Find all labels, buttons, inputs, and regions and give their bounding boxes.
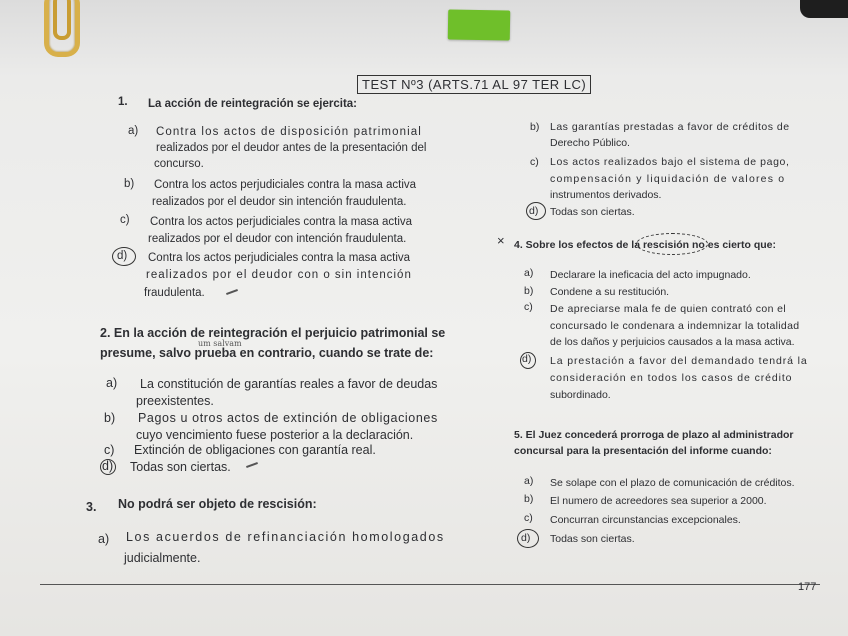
q5-c-letter: c) bbox=[524, 512, 533, 524]
q3-d-letter: d) bbox=[529, 205, 539, 217]
q2-c-line1: Extinción de obligaciones con garantía real. bbox=[134, 443, 376, 457]
q3-c-line1: Los actos realizados bajo el sistema de pago, bbox=[550, 156, 790, 168]
q2-d-letter: d) bbox=[102, 459, 114, 473]
q4-d-line3: subordinado. bbox=[550, 389, 611, 401]
q1-b-line1: Contra los actos perjudiciales contra la masa activa bbox=[154, 179, 417, 191]
q2-b-line1: Pagos u otros actos de extinción de obligaciones bbox=[138, 411, 438, 425]
q1-c-line1: Contra los actos perjudiciales contra la masa activa bbox=[150, 216, 413, 228]
handwritten-note: um salvam bbox=[198, 339, 242, 348]
q3-a-letter: a) bbox=[98, 532, 110, 546]
q3-number: 3. bbox=[86, 500, 97, 514]
q3-c-line3: instrumentos derivados. bbox=[550, 189, 662, 201]
q4-d-line1: La prestación a favor del demandado tendrá la bbox=[550, 355, 808, 367]
q3-c-line2: compensación y liquidación de valores o bbox=[550, 173, 786, 185]
q5-prompt-line1: 5. El Juez concederá prorroga de plazo al administrador bbox=[514, 429, 794, 441]
pencil-mark bbox=[246, 462, 258, 468]
q4-a-letter: a) bbox=[524, 267, 534, 279]
q3-b-line1: Las garantías prestadas a favor de créditos de bbox=[550, 121, 790, 133]
test-title: TEST Nº3 (ARTS.71 AL 97 TER LC) bbox=[357, 75, 591, 94]
q4-b-letter: b) bbox=[524, 285, 534, 297]
q3-d-line1: Todas son ciertas. bbox=[550, 206, 635, 218]
q2-a-line2: preexistentes. bbox=[136, 394, 214, 408]
q1-d-line3: fraudulenta. bbox=[144, 287, 205, 299]
q1-c-line2: realizados por el deudor con intención fraudulenta. bbox=[148, 233, 407, 245]
paperclip-inner-icon bbox=[53, 0, 71, 40]
q1-d-line1: Contra los actos perjudiciales contra la masa activa bbox=[148, 252, 411, 264]
q5-b-letter: b) bbox=[524, 493, 534, 505]
q3-a-line2: judicialmente. bbox=[124, 551, 201, 565]
q3-c-letter: c) bbox=[530, 156, 539, 168]
q3-b-line2: Derecho Público. bbox=[550, 137, 630, 149]
q4-prompt: 4. Sobre los efectos de la rescisión no es cierto que: bbox=[514, 239, 777, 251]
q2-c-letter: c) bbox=[104, 443, 115, 457]
q5-c-line1: Concurran circunstancias excepcionales. bbox=[550, 514, 741, 526]
q2-b-line2: cuyo vencimiento fuese posterior a la declaración. bbox=[136, 428, 414, 442]
q5-prompt-line2: concursal para la presentación del informe cuando: bbox=[514, 445, 772, 457]
q3-b-letter: b) bbox=[530, 121, 540, 133]
q2-a-letter: a) bbox=[106, 376, 118, 390]
q3-prompt: No podrá ser objeto de rescisión: bbox=[118, 497, 317, 511]
q1-a-line3: concurso. bbox=[154, 158, 204, 170]
q1-a-line2: realizados por el deudor antes de la presentación del bbox=[156, 142, 427, 154]
q4-c-line3: de los daños y perjuicios causados a la masa activa. bbox=[550, 336, 795, 348]
q4-c-line2: concursado le condenara a indemnizar la totalidad bbox=[550, 320, 800, 332]
bottom-rule bbox=[40, 584, 820, 585]
q2-prompt-line2: presume, salvo prueba en contrario, cuando se trate de: bbox=[100, 346, 434, 360]
q2-a-line1: La constitución de garantías reales a favor de deudas bbox=[140, 377, 438, 391]
q5-a-letter: a) bbox=[524, 475, 534, 487]
q1-d-letter: d) bbox=[117, 250, 128, 262]
q4-d-line2: consideración en todos los casos de crédito bbox=[550, 372, 793, 384]
q2-prompt-line1: 2. En la acción de reintegración el perjuicio patrimonial se bbox=[100, 326, 446, 340]
q3-a-line1: Los acuerdos de refinanciación homologados bbox=[126, 530, 445, 544]
q4-c-line1: De apreciarse mala fe de quien contrató con el bbox=[550, 303, 787, 315]
q2-d-line1: Todas son ciertas. bbox=[130, 460, 231, 474]
q4-d-letter: d) bbox=[522, 353, 532, 365]
q5-b-line1: El numero de acreedores sea superior a 2000. bbox=[550, 495, 767, 507]
q5-d-letter: d) bbox=[521, 532, 531, 544]
corner-object bbox=[800, 0, 848, 18]
q1-a-line1: Contra los actos de disposición patrimonial bbox=[156, 126, 422, 138]
q1-a-letter: a) bbox=[128, 125, 139, 137]
q2-b-letter: b) bbox=[104, 411, 116, 425]
q4-c-letter: c) bbox=[524, 301, 533, 313]
q4-b-line1: Condene a su restitución. bbox=[550, 286, 670, 298]
q1-c-letter: c) bbox=[120, 214, 130, 226]
q1-b-letter: b) bbox=[124, 178, 135, 190]
q5-a-line1: Se solape con el plazo de comunicación de créditos. bbox=[550, 477, 795, 489]
q1-prompt: La acción de reintegración se ejercita: bbox=[148, 98, 357, 110]
pencil-mark bbox=[226, 289, 238, 295]
sticky-note-tab bbox=[448, 9, 511, 40]
pencil-x-mark: × bbox=[497, 233, 505, 248]
q1-d-line2: realizados por el deudor con o sin intención bbox=[146, 269, 412, 281]
q1-b-line2: realizados por el deudor sin intención fraudulenta. bbox=[152, 196, 407, 208]
q5-d-line1: Todas son ciertas. bbox=[550, 533, 635, 545]
q4-a-line1: Declarare la ineficacia del acto impugnado. bbox=[550, 269, 751, 281]
page-number: 177 bbox=[798, 581, 817, 593]
annotation-circle bbox=[636, 233, 708, 255]
q1-number: 1. bbox=[118, 96, 128, 108]
